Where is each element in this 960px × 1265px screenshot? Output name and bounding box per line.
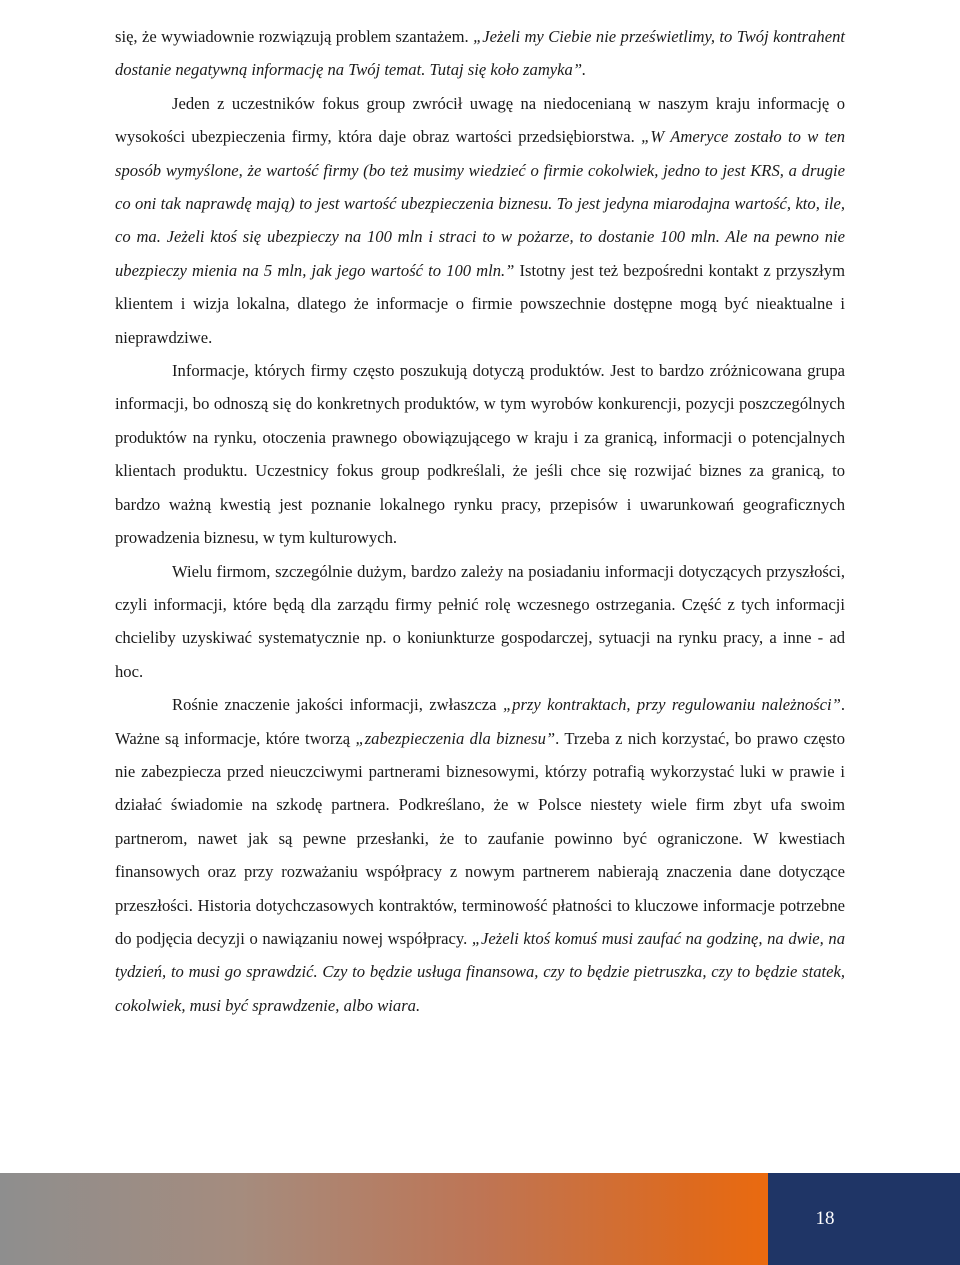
paragraph-text: . Trzeba z nich korzystać, bo prawo często nie zabezpiecza przed nieuczciwymi partnerami biznesowymi, którzy potrafią wykorzystać luki w prawie i działać świadomie na szkodę partnera. Podkreślano, że w Polsce niestety wiele firm zbyt ufa swoim partnerom, nawet jak są pewne przesłanki, że to zaufanie powinno być ograniczone. W kwestiach finansowych oraz przy rozważaniu współpracy z nowym partnerem nabierają znaczenia dane dotyczące przeszłości. Historia dotychczasowych kontraktów, terminowość płatności to kluczowe informacje potrzebne do podjęcia decyzji o nawiązaniu nowej współpracy.: [115, 728, 845, 948]
quote-text: „Jeżeli ktoś komuś musi zaufać na godzinę, na dwie, na tydzień, to musi go sprawdzić. Czy to będzie usługa finansowa, czy to będzie pietruszka, czy to będzie statek, cokolwiek, musi być sprawdzenie, albo wiara.: [115, 928, 845, 1015]
paragraph-4: [115, 555, 845, 689]
paragraph-text: Jeden z uczestników fokus group zwrócił uwagę na niedocenianą w naszym kraju informację o wysokości ubezpieczenia firmy, która daje obraz wartości przedsiębiorstwa.: [115, 93, 845, 147]
paragraph-2: [115, 87, 845, 354]
paragraph-text: Wielu firmom, szczególnie dużym, bardzo zależy na posiadaniu informacji dotyczących przyszłości, czyli informacji, które będą dla zarządu firmy pełnić rolę wczesnego ostrzegania. Część z tych informacji chcieliby uzyskiwać systematycznie np. o koniunkturze gospodarczej, sytuacji na rynku pracy, a inne - ad hoc.: [115, 561, 845, 681]
page-number: 18: [815, 1208, 835, 1229]
paragraph-text: Rośnie znaczenie jakości informacji, zwłaszcza: [172, 695, 503, 715]
paragraph-1: [115, 20, 845, 87]
document-body: [115, 20, 845, 1022]
paragraph-5: [115, 688, 845, 1022]
quote-text: „Jeżeli my Ciebie nie prześwietlimy, to Twój kontrahent dostanie negatywną informację na Twój temat. Tutaj się koło zamyka”.: [115, 27, 845, 80]
quote-text: „zabezpieczenia dla biznesu”: [355, 728, 556, 748]
paragraph-text: . Ważne są informacje, które tworzą: [115, 695, 845, 748]
paragraph-text: się, że wywiadownie rozwiązują problem szantażem.: [115, 27, 474, 46]
paragraph-text: Informacje, których firmy często poszukują dotyczą produktów. Jest to bardzo zróżnicowana grupa informacji, bo odnoszą się do konkretnych produktów, w tym wyrobów konkurencji, pozycji poszczególnych produktów na rynku, otoczenia prawnego obowiązującego w kraju i za granicą, informacji o potencjalnych klientach produktu. Uczestnicy fokus group podkreślali, że jeśli chce się rozwijać biznes za granicą, to bardzo ważną kwestią jest poznanie lokalnego rynku pracy, przepisów i uwarunkowań geograficznych prowadzenia biznesu, w tym kulturowych.: [115, 361, 845, 548]
quote-text: „W Ameryce zostało to w ten sposób wymyślone, że wartość firmy (bo też musimy wiedzieć o firmie cokolwiek, jedno to jest KRS, a drugie co oni tak naprawdę mają) to jest wartość ubezpieczenia biznesu. To jest jedyna miarodajna wartość, kto, ile, co ma. Jeżeli ktoś się ubezpieczy na 100 mln i straci to w pożarze, to dostanie 100 mln. Ale na pewno nie ubezpieczy mienia na 5 mln, jak jego wartość to 100 mln.”: [115, 127, 845, 280]
paragraph-3: [115, 354, 845, 554]
paragraph-text: Istotny jest też bezpośredni kontakt z przyszłym klientem i wizja lokalna, dlatego że informacje o firmie powszechnie dostępne mogą być nieaktualne i nieprawdziwe.: [115, 260, 845, 347]
quote-text: „przy kontraktach, przy regulowaniu należności”: [502, 695, 841, 715]
